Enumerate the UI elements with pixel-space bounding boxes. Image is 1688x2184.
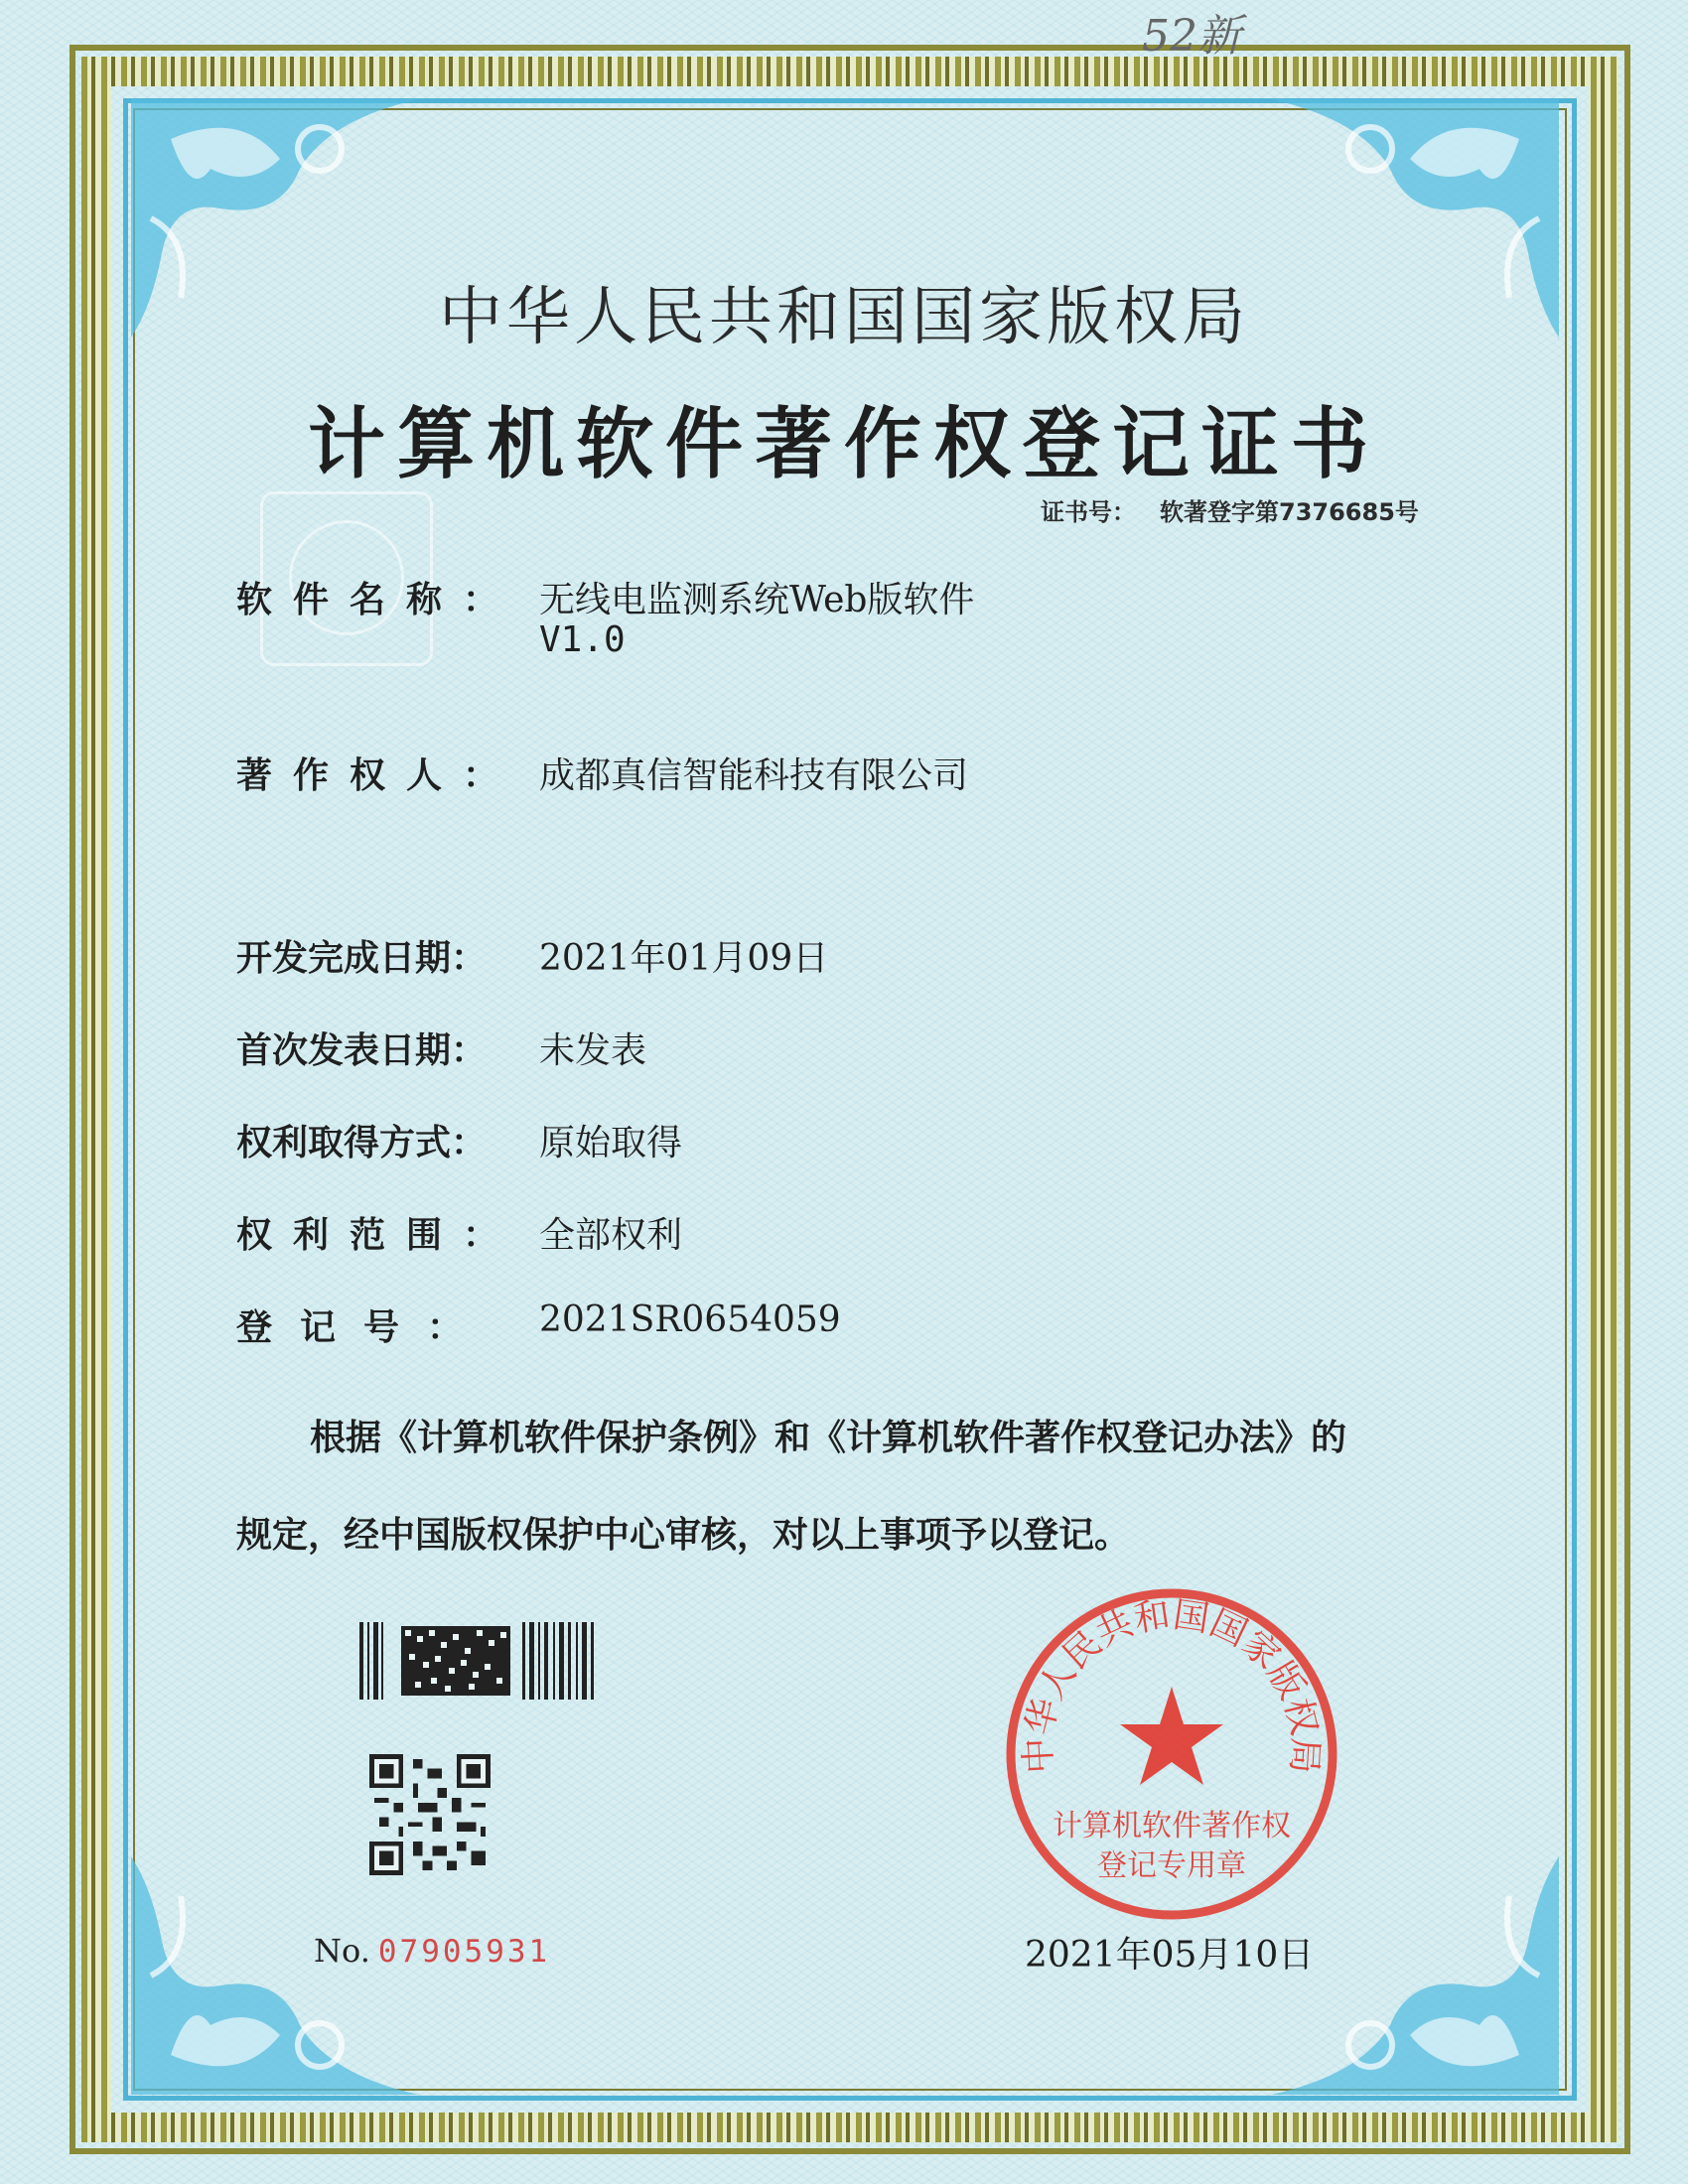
field-value: 全部权利 [539,1215,683,1256]
field-value: 无线电监测系统Web版软件 [539,580,975,620]
field-label: 著作权人： [236,755,520,796]
seal-star-icon [1120,1687,1223,1785]
serial-number [314,1932,550,1970]
seal-ring-text: 中华人民共和国国家版权局 [1018,1594,1326,1775]
certificate-number-value: 软著登字第7376685号 [1160,498,1419,526]
field-label: 登记号： [236,1307,492,1348]
statement-line-2: 规定，经中国版权保护中心审核，对以上事项予以登记。 [236,1515,1131,1556]
field-value: 原始取得 [539,1123,683,1163]
field-label: 权利取得方式： [236,1123,488,1163]
field-value: 未发表 [539,1030,647,1071]
field-value: 2021SR0654059 [539,1299,841,1340]
handwritten-note: 52新 [1142,11,1241,62]
field-label: 软件名称： [236,580,520,620]
field-value-version: V1.0 [539,619,626,660]
field-value: 2021年01月09日 [539,938,829,979]
qr-code [369,1754,491,1875]
certificate-number [1041,492,1419,527]
certificate-number-label: 证书号： [1041,498,1136,526]
svg-text:计算机软件著作权: 计算机软件著作权 [1053,1809,1291,1843]
barcode [359,1622,596,1700]
field-value: 成都真信智能科技有限公司 [539,755,969,796]
issuing-authority: 中华人民共和国国家版权局 [439,281,1249,354]
serial-prefix: No. [314,1932,370,1970]
field-label: 开发完成日期： [236,938,488,979]
field-label: 首次发表日期： [236,1030,488,1071]
certificate-title: 计算机软件著作权登记证书 [307,399,1380,489]
corner-ornament-bottom-left [131,1856,419,2095]
issue-date: 2021年05月10日 [1025,1935,1315,1976]
field-label: 权利范围： [236,1215,520,1256]
serial-value: 07905931 [377,1934,551,1970]
official-seal [1003,1585,1340,1923]
statement-line-1: 根据《计算机软件保护条例》和《计算机软件著作权登记办法》的 [310,1418,1347,1458]
svg-text:登记专用章: 登记专用章 [1097,1848,1246,1883]
